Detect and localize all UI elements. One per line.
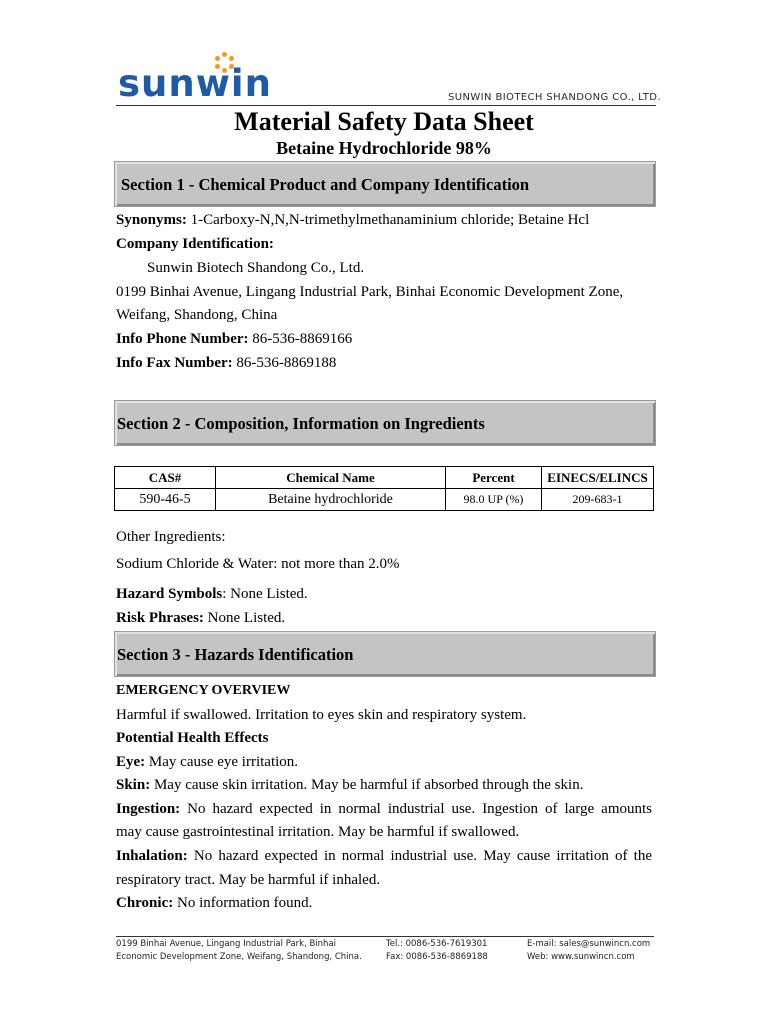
table-row (115, 489, 654, 511)
ingredients-table (114, 466, 654, 511)
company-id-label: Company Identification: (116, 236, 274, 252)
section2-heading: Section 2 - Composition, Information on Ingredients (117, 414, 485, 433)
footer-web-link[interactable]: Web: www.sunwincn.com (527, 952, 635, 962)
section1-heading: Section 1 - Chemical Product and Company Identification (121, 175, 530, 194)
footer-fax: Fax: 0086-536-8869188 (386, 952, 488, 962)
eye-label: Eye: (116, 754, 146, 770)
risk-phrases-label: Risk Phrases: (116, 610, 204, 626)
address-line-2: Weifang, Shandong, China (116, 307, 278, 323)
cell-cas: 590-46-5 (115, 489, 216, 511)
ingestion-text: No hazard expected in normal industrial use. Ingestion of large amounts (180, 801, 652, 817)
fax-line (116, 354, 336, 372)
ingestion-line-2: may cause gastrointestinal irritation. May be harmful if swallowed. (116, 824, 520, 840)
eye-text: May cause eye irritation. (145, 754, 299, 770)
emergency-overview-label: EMERGENCY OVERVIEW (116, 683, 291, 698)
health-effects-label: Potential Health Effects (116, 730, 269, 746)
chronic-text: No information found. (173, 895, 313, 911)
risk-phrases-line (116, 609, 285, 627)
address-line-1: 0199 Binhai Avenue, Lingang Industrial Park, Binhai Economic Development Zone, (116, 284, 624, 300)
cell-einecs: 209-683-1 (542, 489, 654, 511)
company-name: Sunwin Biotech Shandong Co., Ltd. (147, 260, 365, 276)
section3-heading: Section 3 - Hazards Identification (117, 645, 354, 664)
inhalation-label: Inhalation: (116, 848, 188, 864)
table-header-cas: CAS# (115, 467, 216, 489)
ingestion-line (116, 800, 652, 818)
header-company-name: SUNWIN BIOTECH SHANDONG CO., LTD. (448, 92, 661, 103)
inhalation-line-2: respiratory tract. May be harmful if inhaled. (116, 872, 381, 888)
table-header-einecs: EINECS/ELINCS (542, 467, 654, 489)
skin-line (116, 776, 583, 794)
page-subtitle: Betaine Hydrochloride 98% (276, 138, 492, 158)
inhalation-text: No hazard expected in normal industrial use. May cause irritation of the (187, 848, 652, 864)
skin-label: Skin: (116, 777, 151, 793)
ingestion-label: Ingestion: (116, 801, 181, 817)
other-ingredients-value: Sodium Chloride & Water: not more than 2.0% (116, 556, 400, 572)
phone-line (116, 330, 352, 348)
eye-line (116, 753, 298, 771)
chronic-line (116, 894, 312, 912)
risk-phrases-value: None Listed. (203, 610, 286, 626)
table-header-row (115, 467, 654, 489)
hazard-symbols-line (116, 585, 308, 603)
other-ingredients-label: Other Ingredients: (116, 529, 226, 545)
fax-value: 86-536-8869188 (232, 355, 337, 371)
phone-label: Info Phone Number: (116, 331, 249, 347)
footer-divider (116, 936, 654, 937)
footer-address-2: Economic Development Zone, Weifang, Shandong, China. (116, 952, 362, 962)
synonyms-label: Synonyms: (116, 212, 187, 228)
table-header-percent: Percent (446, 467, 542, 489)
page-title: Material Safety Data Sheet (234, 107, 534, 136)
chronic-label: Chronic: (116, 895, 174, 911)
inhalation-line (116, 847, 652, 865)
emergency-overview-text: Harmful if swallowed. Irritation to eyes skin and respiratory system. (116, 707, 527, 723)
cell-percent: 98.0 UP (%) (446, 489, 542, 511)
hazard-symbols-label: Hazard Symbols (116, 586, 223, 602)
cell-chemical-name: Betaine hydrochloride (216, 489, 446, 511)
section3-heading-bar (114, 631, 656, 677)
footer-email-link[interactable]: E-mail: sales@sunwincn.com (527, 939, 651, 949)
table-header-chemical-name: Chemical Name (216, 467, 446, 489)
section2-heading-bar (114, 400, 656, 446)
header-divider (116, 105, 656, 106)
synonyms-value: 1-Carboxy-N,N,N-trimethylmethanaminium chloride; Betaine Hcl (186, 212, 590, 228)
section1-heading-bar (114, 161, 656, 207)
skin-text: May cause skin irritation. May be harmful if absorbed through the skin. (150, 777, 584, 793)
synonyms-line (116, 211, 589, 229)
fax-label: Info Fax Number: (116, 355, 233, 371)
footer-tel: Tel.: 0086-536-7619301 (386, 939, 488, 949)
phone-value: 86-536-8869166 (248, 331, 353, 347)
hazard-symbols-value: : None Listed. (222, 586, 308, 602)
footer-address-1: 0199 Binhai Avenue, Lingang Industrial Park, Binhai (116, 939, 337, 949)
company-logo: sunwin (118, 62, 272, 105)
